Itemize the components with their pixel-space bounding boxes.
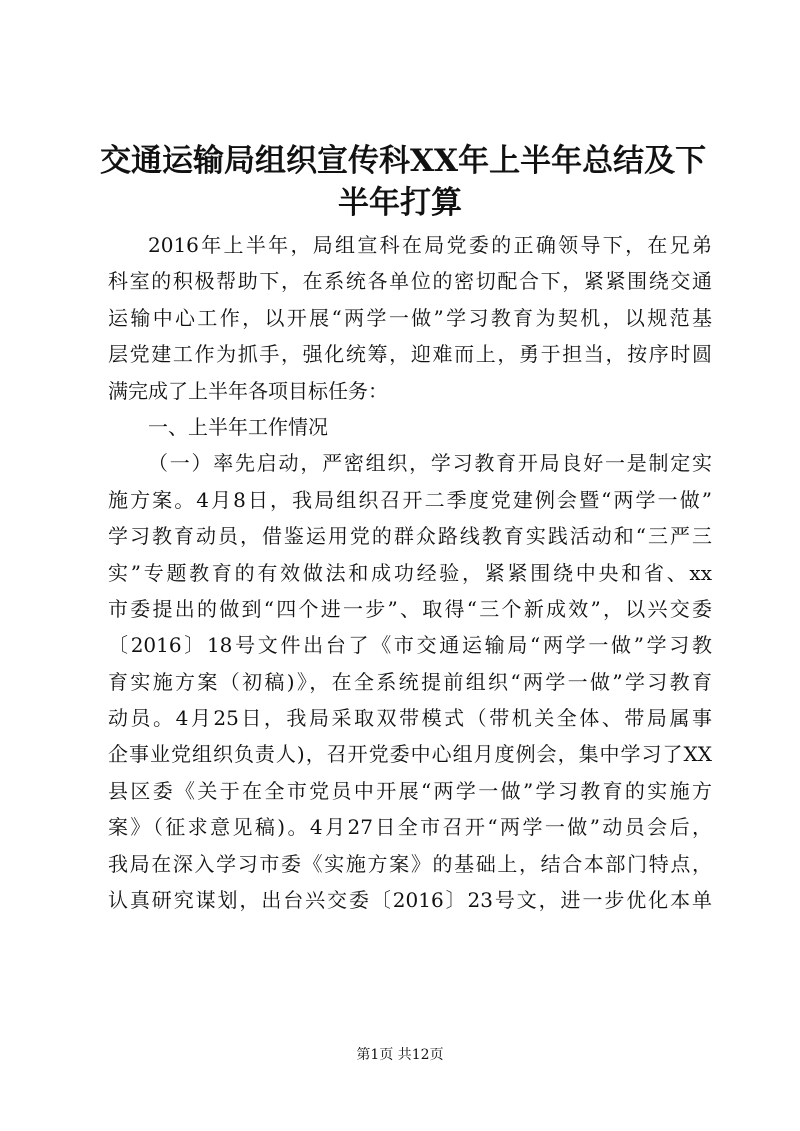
paragraph-line: 育实施方案（初稿)》，在全系统提前组织“两学一做”学习教育 [108, 669, 712, 694]
paragraph-line: 认真研究谋划，出台兴交委〔2016〕23号文，进一步优化本单 [108, 888, 712, 913]
paragraph-line: 企事业党组织负责人)，召开党委中心组月度例会，集中学习了XX [108, 742, 712, 767]
section-heading: 一、上半年工作情况 [148, 414, 328, 439]
paragraph-line: 满完成了上半年各项目标任务： [108, 378, 388, 403]
paragraph-line: 层党建工作为抓手，强化统筹，迎难而上，勇于担当，按序时圆 [108, 342, 712, 367]
paragraph-line: 县区委《关于在全市党员中开展“两学一做”学习教育的实施方 [108, 778, 712, 803]
paragraph-line: 2016年上半年，局组宣科在局党委的正确领导下，在兄弟 [148, 233, 712, 257]
paragraph-line: 市委提出的做到“四个进一步”、取得“三个新成效”，以兴交委 [108, 596, 712, 621]
document-title [100, 140, 707, 224]
title-line: 交通运输局组织宣传科XX年上半年总结及下 [100, 143, 707, 179]
page-footer: 第1页 共12页 [356, 1047, 444, 1063]
paragraph-line: 动员。4月25日，我局采取双带模式（带机关全体、带局属事 [108, 706, 712, 731]
title-line: 半年打算 [338, 185, 462, 221]
paragraph-line: （一）率先启动，严密组织，学习教育开局良好一是制定实 [148, 451, 712, 476]
paragraph-line: 实”专题教育的有效做法和成功经验，紧紧围绕中央和省、xx [108, 560, 712, 585]
paragraph-line: 施方案。4月8日，我局组织召开二季度党建例会暨“两学一做” [108, 487, 712, 512]
document-body [108, 227, 712, 918]
paragraph-line: 我局在深入学习市委《实施方案》的基础上，结合本部门特点， [108, 851, 712, 876]
paragraph-line: 案》（征求意见稿)。4月27日全市召开“两学一做”动员会后， [108, 815, 712, 840]
paragraph-line: 学习教育动员，借鉴运用党的群众路线教育实践活动和“三严三 [108, 524, 712, 549]
paragraph-line: 〔2016〕18号文件出台了《市交通运输局“两学一做”学习教 [108, 633, 712, 658]
paragraph-line: 运输中心工作，以开展“两学一做”学习教育为契机，以规范基 [108, 305, 712, 330]
paragraph-line: 科室的积极帮助下，在系统各单位的密切配合下，紧紧围绕交通 [108, 269, 712, 294]
